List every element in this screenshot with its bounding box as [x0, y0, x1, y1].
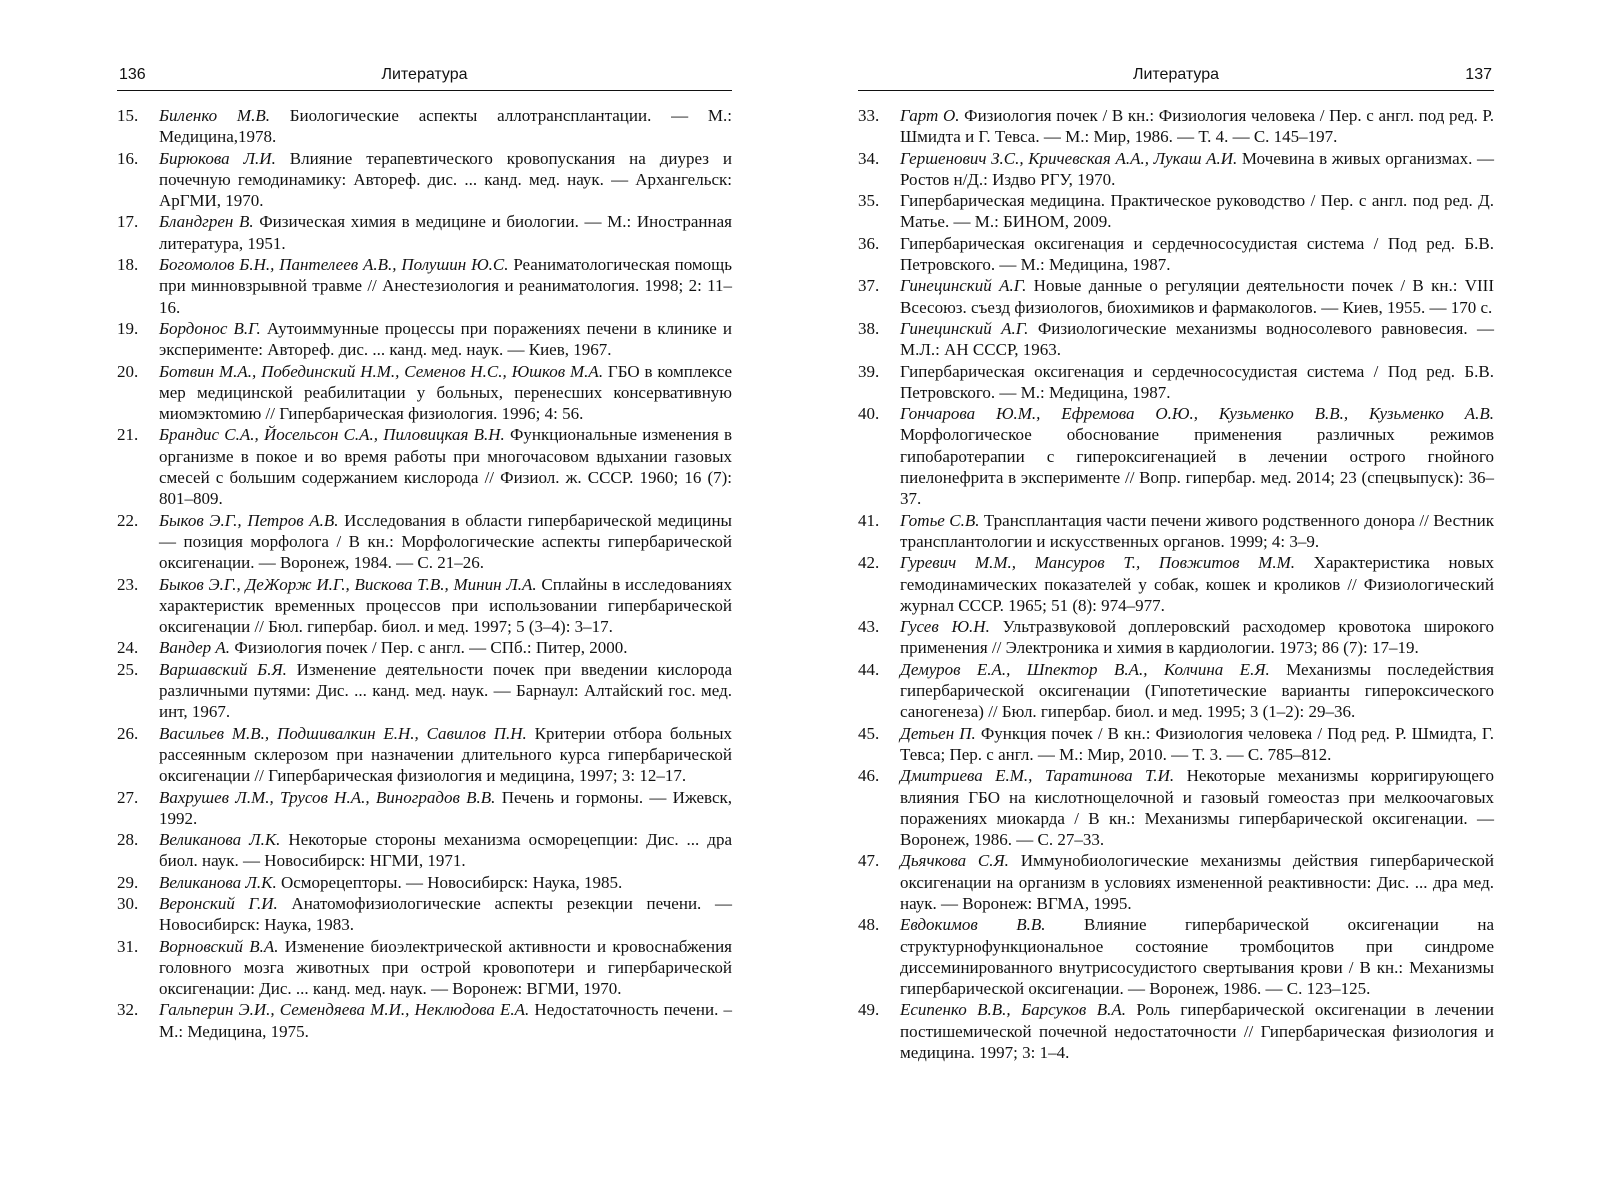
reference-author: Варшавский Б.Я.	[159, 659, 287, 679]
reference-text	[159, 872, 732, 893]
reference-text	[159, 723, 732, 787]
reference-number: 44.	[858, 659, 880, 679]
page-header	[858, 64, 1494, 91]
reference-body: Физиология почек / В кн.: Физиология человека / Пер. с англ. под ред. Р. Шмидта и Г. Тевса. — М.: Мир, 1986. — Т. 4. — С. 145–197.	[900, 106, 1494, 147]
reference-text	[900, 850, 1494, 914]
reference-author: Бландгрен В.	[159, 212, 254, 232]
reference-text	[159, 999, 732, 1042]
reference-author: Бордонос В.Г.	[159, 318, 261, 338]
reference-number: 26.	[117, 723, 139, 743]
reference-number: 18.	[117, 255, 139, 275]
reference-text	[159, 254, 732, 318]
reference-author: Богомолов Б.Н., Пантелеев А.В., Полушин Ю.С.	[159, 255, 509, 275]
reference-entry	[117, 999, 732, 1042]
reference-text	[900, 148, 1494, 191]
reference-entry	[858, 403, 1494, 509]
reference-body: Реаниматологическая помощь при минновзрывной травме // Анестезиология и реаниматология. 1998; 2: 11–16.	[159, 255, 732, 317]
reference-body: ГБО в комплексе мер медицинской реабилитации у больных, перенесших консервативную миомэктомию // Гипербарическая физиология. 1996; 4: 56.	[159, 361, 732, 424]
reference-author: Великанова Л.К.	[159, 872, 277, 892]
reference-text	[900, 659, 1494, 723]
reference-body: Изменение деятельности почек при введении кислорода различными путями: Дис. ... канд. мед. наук. — Барнаул: Алтайский гос. мед. инт, 1967.	[159, 659, 732, 722]
reference-author: Гарт О.	[900, 106, 960, 125]
reference-author: Готье С.В.	[900, 510, 980, 530]
reference-number: 33.	[858, 106, 880, 125]
reference-text	[159, 637, 732, 658]
reference-author: Гальперин Э.И., Семендяева М.И., Неклюдова Е.А.	[159, 1000, 530, 1020]
reference-text	[900, 723, 1494, 766]
reference-body: Некоторые стороны механизма осморецепции: Дис. ... дра биол. наук. — Новосибирск: НГМИ, 1971.	[159, 830, 732, 871]
reference-text	[900, 765, 1494, 850]
reference-text	[159, 424, 732, 509]
reference-text	[159, 211, 732, 254]
reference-text	[159, 787, 732, 830]
bibliography-list	[117, 105, 732, 1042]
reference-body: Механизмы последействия гипербарической оксигенации (Гипотетические варианты гипероксического саногенеза) // Бюл. гипербар. биол. и мед. 1995; 3 (1–2): 29–36.	[900, 659, 1494, 722]
reference-text	[900, 105, 1494, 148]
reference-number: 42.	[858, 553, 880, 573]
reference-entry	[117, 893, 732, 936]
reference-number: 43.	[858, 617, 880, 637]
reference-body: Влияние гипербарической оксигенации на структурнофункциональное состояние тромбоцитов при синдроме диссеминированного внутрисосудистого свертывания крови / В кн.: Механизмы гипербарической оксигенации. — Воронеж, 1986. — С. 123–125.	[900, 915, 1494, 999]
reference-number: 45.	[858, 723, 880, 743]
reference-number: 36.	[858, 233, 880, 253]
reference-author: Вандер А.	[159, 638, 231, 658]
reference-number: 31.	[117, 936, 139, 956]
reference-number: 21.	[117, 425, 139, 445]
reference-author: Быков Э.Г., Петров А.В.	[159, 510, 339, 530]
reference-entry	[858, 999, 1494, 1063]
reference-body: Морфологическое обоснование применения различных режимов гипобаротерапии с гипероксигенацией в лечении острого гнойного пиелонефрита в эксперименте // Вопр. гипербар. мед. 2014; 23 (спецвыпуск): 36–37.	[900, 425, 1494, 509]
reference-author: Демуров Е.А., Шпектор В.А., Колчина Е.Я.	[900, 659, 1270, 679]
reference-body: Новые данные о регуляции деятельности почек / В кн.: VIII Всесоюз. съезд физиологов, биохимиков и фармакологов. — Киев, 1955. — 170 с.	[900, 276, 1494, 317]
running-title: Литература	[1132, 66, 1220, 83]
reference-entry	[117, 318, 732, 361]
reference-author: Евдокимов В.В.	[900, 915, 1046, 935]
reference-body: Недостаточность печени. – М.: Медицина, 1975.	[159, 1000, 732, 1041]
reference-number: 35.	[858, 191, 880, 211]
reference-body: Функциональные изменения в организме в покое и во время работы при многочасовом вдыхании газовых смесей с большим содержанием кислорода // Физиол. ж. СССР. 1960; 16 (7): 801–809.	[159, 425, 732, 509]
reference-author: Гуревич М.М., Мансуров Т., Повжитов М.М.	[900, 553, 1296, 573]
reference-number: 39.	[858, 361, 880, 381]
reference-author: Веронский Г.И.	[159, 893, 278, 913]
reference-body: Изменение биоэлектрической активности и кровоснабжения головного мозга животных при острой кровопотери и гипербарической оксигенации: Дис. ... канд. мед. наук. — Воронеж: ВГМИ, 1970.	[159, 936, 732, 999]
bibliography-list	[858, 105, 1494, 1063]
reference-number: 34.	[858, 148, 880, 168]
reference-number: 19.	[117, 318, 139, 338]
reference-entry	[858, 275, 1494, 318]
reference-number: 24.	[117, 638, 139, 658]
reference-number: 28.	[117, 830, 139, 850]
reference-text	[159, 936, 732, 1000]
reference-text	[900, 275, 1494, 318]
reference-entry	[858, 361, 1494, 404]
reference-entry	[117, 105, 732, 148]
reference-entry	[117, 787, 732, 830]
reference-author: Ворновский В.А.	[159, 936, 279, 956]
reference-text	[159, 659, 732, 723]
reference-number: 17.	[117, 212, 139, 232]
reference-text	[900, 552, 1494, 616]
reference-body: Иммунобиологические механизмы действия гипербарической оксигенации на организм в условиях измененной реактивности: Дис. ... дра мед. наук. — Воронеж: ВГМА, 1995.	[900, 851, 1494, 913]
reference-entry	[858, 765, 1494, 850]
reference-author: Быков Э.Г., ДеЖорж И.Г., Вискова Т.В., Минин Л.А.	[159, 574, 537, 594]
reference-text	[159, 574, 732, 638]
reference-entry	[858, 552, 1494, 616]
reference-body: Физиологические механизмы водносолевого равновесия. — М.Л.: АН СССР, 1963.	[900, 318, 1494, 360]
reference-entry	[858, 914, 1494, 999]
reference-number: 15.	[117, 106, 139, 125]
reference-text	[900, 510, 1494, 553]
reference-text	[159, 148, 732, 212]
reference-text	[159, 361, 732, 425]
reference-author: Есипенко В.В., Барсуков В.А.	[900, 1000, 1126, 1020]
reference-author: Гусев Ю.Н.	[900, 617, 990, 637]
reference-number: 27.	[117, 787, 139, 807]
reference-number: 40.	[858, 404, 880, 424]
reference-body: Физическая химия в медицине и биологии. — М.: Иностранная литература, 1951.	[159, 212, 732, 253]
page-number: 137	[1465, 66, 1492, 83]
reference-text	[159, 318, 732, 361]
reference-body: Осморецепторы. — Новосибирск: Наука, 1985.	[276, 872, 623, 892]
reference-body: Анатомофизиологические аспекты резекции печени. — Новосибирск: Наука, 1983.	[159, 893, 732, 935]
reference-body: Аутоиммунные процессы при поражениях печени в клинике и эксперименте: Автореф. дис. ... канд. мед. наук. — Киев, 1967.	[159, 318, 732, 360]
reference-entry	[117, 829, 732, 872]
reference-entry	[858, 190, 1494, 233]
reference-number: 46.	[858, 766, 880, 786]
reference-entry	[858, 510, 1494, 553]
reference-number: 30.	[117, 893, 139, 913]
reference-author: Биленко М.В.	[159, 106, 270, 125]
reference-author: Дмитриева Е.М., Таратинова Т.И.	[900, 766, 1175, 786]
reference-number: 38.	[858, 318, 880, 338]
reference-entry	[858, 616, 1494, 659]
reference-entry	[117, 424, 732, 509]
reference-text	[159, 510, 732, 574]
reference-entry	[858, 105, 1494, 148]
page-header	[117, 64, 732, 91]
reference-author: Брандис С.А., Йосельсон С.А., Пиловицкая В.Н.	[159, 425, 505, 445]
reference-body: Трансплантация части печени живого родственного донора // Вестник трансплантологии и искусственных органов. 1999; 4: 3–9.	[900, 510, 1495, 551]
reference-body: Сплайны в исследованиях характеристик временных процессов при использовании гипербарической оксигенации // Бюл. гипербар. биол. и мед. 1997; 5 (3–4): 3–17.	[159, 574, 732, 637]
reference-text	[900, 233, 1494, 276]
reference-text	[900, 190, 1494, 233]
reference-entry	[858, 723, 1494, 766]
reference-text	[900, 914, 1494, 999]
reference-body: Гипербарическая оксигенация и сердечнососудистая система / Под ред. Б.В. Петровского. — М.: Медицина, 1987.	[900, 361, 1494, 402]
reference-text	[159, 105, 732, 148]
reference-body: Мочевина в живых организмах. — Ростов н/Д.: Издво РГУ, 1970.	[900, 148, 1494, 189]
reference-entry	[117, 872, 732, 893]
reference-entry	[858, 233, 1494, 276]
reference-author: Гончарова Ю.М., Ефремова О.Ю., Кузьменко В.В., Кузьменко А.В.	[900, 404, 1494, 424]
reference-text	[159, 893, 732, 936]
reference-author: Дьячкова С.Я.	[900, 851, 1009, 871]
reference-author: Вахрушев Л.М., Трусов Н.А., Виноградов В.В.	[159, 787, 496, 807]
reference-number: 41.	[858, 510, 880, 530]
reference-number: 37.	[858, 276, 880, 296]
reference-text	[159, 829, 732, 872]
reference-author: Детьен П.	[900, 723, 976, 743]
reference-number: 22.	[117, 510, 139, 530]
reference-entry	[117, 361, 732, 425]
reference-entry	[117, 254, 732, 318]
running-title: Литература	[381, 66, 468, 83]
reference-body: Некоторые механизмы корригирующего влияния ГБО на кислотнощелочной и газовый гомеостаз при мелкоочаговых поражениях миокарда / В кн.: Механизмы гипербарической оксигенации. — Воронеж, 1986. — С. 27–33.	[900, 766, 1494, 850]
reference-text	[900, 999, 1494, 1063]
reference-body: Физиология почек / Пер. с англ. — СПб.: Питер, 2000.	[230, 638, 628, 658]
reference-entry	[858, 318, 1494, 361]
reference-number: 49.	[858, 1000, 880, 1020]
reference-author: Великанова Л.К.	[159, 830, 281, 850]
reference-number: 23.	[117, 574, 139, 594]
reference-text	[900, 616, 1494, 659]
reference-entry	[858, 659, 1494, 723]
reference-number: 29.	[117, 872, 139, 892]
reference-author: Гинецинский А.Г.	[900, 318, 1029, 338]
reference-body: Ультразвуковой доплеровский расходомер кровотока широкого применения // Электроника и химия в кардиологии. 1973; 86 (7): 17–19.	[900, 617, 1494, 658]
reference-body: Гипербарическая оксигенация и сердечнососудистая система / Под ред. Б.В. Петровского. — М.: Медицина, 1987.	[900, 233, 1494, 275]
reference-body: Биологические аспекты аллотрансплантации. — М.: Медицина,1978.	[159, 106, 732, 147]
reference-author: Бирюкова Л.И.	[159, 148, 276, 168]
reference-entry	[117, 510, 732, 574]
reference-entry	[117, 723, 732, 787]
reference-entry	[117, 211, 732, 254]
reference-author: Ботвин М.А., Побединский Н.М., Семенов Н.С., Юшков М.А.	[159, 361, 604, 381]
reference-body: Влияние терапевтического кровопускания на диурез и почечную гемодинамику: Автореф. дис. ... канд. мед. наук. — Архангельск: АрГМИ, 1970.	[159, 148, 733, 211]
reference-body: Функция почек / В кн.: Физиология человека / Под ред. Р. Шмидта, Г. Тевса; Пер. с англ. — М.: Мир, 2010. — Т. 3. — С. 785–812.	[900, 723, 1495, 764]
reference-entry	[117, 148, 732, 212]
reference-number: 48.	[858, 915, 880, 935]
reference-entry	[858, 850, 1494, 914]
reference-body: Характеристика новых гемодинамических показателей у собак, кошек и кроликов // Физиологический журнал СССР. 1965; 51 (8): 974–977.	[900, 553, 1494, 615]
reference-text	[900, 403, 1494, 509]
reference-text	[900, 361, 1494, 404]
reference-author: Васильев М.В., Подшивалкин Е.Н., Савилов П.Н.	[159, 723, 527, 743]
reference-body: Исследования в области гипербарической медицины — позиция морфолога / В кн.: Морфологические аспекты гипербарической оксигенации. — Воронеж, 1984. — С. 21–26.	[159, 510, 732, 573]
reference-body: Печень и гормоны. — Ижевск, 1992.	[159, 787, 732, 828]
reference-body: Роль гипербарической оксигенации в лечении постишемической почечной недостаточности // Гипербарическая физиология и медицина. 1997; 3: 1–4.	[900, 1000, 1495, 1063]
reference-entry	[117, 659, 732, 723]
reference-number: 47.	[858, 851, 880, 871]
reference-number: 32.	[117, 1000, 139, 1020]
reference-number: 16.	[117, 148, 139, 168]
reference-number: 20.	[117, 361, 139, 381]
page-number: 136	[119, 66, 146, 83]
reference-body: Гипербарическая медицина. Практическое руководство / Пер. с англ. под ред. Д. Матье. — М.: БИНОМ, 2009.	[900, 191, 1494, 232]
reference-author: Гинецинский А.Г.	[900, 276, 1027, 296]
reference-entry	[117, 574, 732, 638]
reference-entry	[858, 148, 1494, 191]
reference-body: Критерии отбора больных рассеянным склерозом при назначении длительного курса гипербарической оксигенации // Гипербарическая физиология и медицина, 1997; 3: 12–17.	[159, 723, 732, 786]
reference-entry	[117, 637, 732, 658]
reference-author: Гершенович З.С., Кричевская А.А., Лукаш А.И.	[900, 148, 1238, 168]
reference-number: 25.	[117, 659, 139, 679]
reference-entry	[117, 936, 732, 1000]
reference-text	[900, 318, 1494, 361]
